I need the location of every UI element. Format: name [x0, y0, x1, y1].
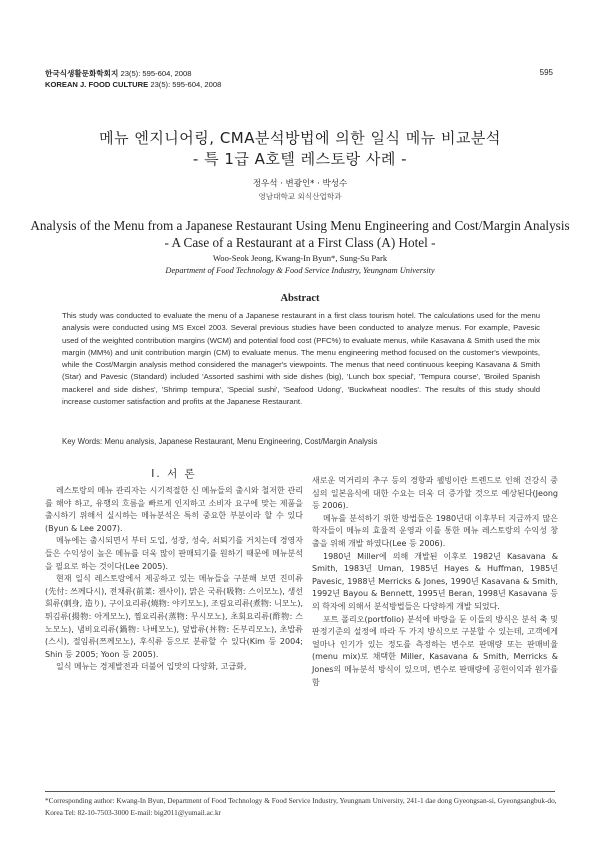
- corresponding-author-footnote: *Corresponding author: Kwang-In Byun, Department of Food Technology & Food Service Industry, Yeungnam University, 241-1 dae dong Gyeongsan-si, Gyeongsangbuk-do, Korea Tel: 82-10-7503-3000 E-mail: big2011@yumail.ac.kr: [45, 796, 557, 817]
- journal-issue-ko: 23(5): 595-604, 2008: [120, 69, 192, 78]
- paragraph: 새로운 먹거리의 추구 등의 경향과 웰빙이란 트렌드로 인해 건강식 중심의 일본음식에 대한 수요는 더욱 더 증가할 것으로 예상된다(Jeong 등 2006).: [312, 476, 558, 511]
- journal-header: [45, 68, 221, 90]
- korean-authors: 정우석 · 변광인* · 박성수: [252, 179, 348, 189]
- english-authors: Woo-Seok Jeong, Kwang-In Byun*, Sung-Su Park: [212, 253, 388, 263]
- abstract-text: This study was conducted to evaluate the menu of a Japanese restaurant in a first class tourism hotel. The calculations used for the menu analysis were conducted using MS Excel 2003. Several previous studies have been conducted to analyze menus. For example, Pavesic used of the weighted contribution margins (WCM) and potential food cost (PFC%) to evaluate menus, while Kasavana & Smith used the mix margin (MM%) and unit contribution margin (CM) to evaluate menus. The menu engineering method focused on the customer's viewpoints, while the Cost/Margin analysis method considered the manager's viewpoints. The menus that need continuous keeping Kasavana & Smith (Star) and Pavesic (Standard) included 'Assorted sashimi with side dishes (big), 'Lunch box special', 'Tempura course', 'Broiled Spanish mackerel and side dishes', 'Shrimp tempura', 'Special sushi', 'Seafood Udong', 'Buckwheat noodles'. The results of this study should increase customer satisfaction and profits at the Japanese Restaurant.: [62, 311, 540, 407]
- korean-affiliation: 영남대학교 외식산업학과: [258, 192, 342, 201]
- paragraph: 현재 일식 레스토랑에서 제공하고 있는 메뉴들을 구분해 보면 진미류(先付: 쓰께다시), 전채류(前菜: 젠사이), 맑은 국류(吸物: 스이모노), 생선회류(刺身, 造り), 구이요리류(燒物: 야키모노), 조림요리류(煮物: 니모노), 튀김류(揚物: 아게모노), 찜요리류(蒸物: 무시모노), 초회요리류(酢物: 스노모노), 냄비요리류(鍋物: 나베모노), 덮밥류(丼物: 돈부리모노), 초밥류(스시), 절임류(쯔께모노), 후식류 등으로 분류할 수 있다(Kim 등 2004; Shin 등 2005; Yoon 등 2005).: [45, 574, 303, 659]
- paragraph: 메뉴를 분석하기 위한 방법들은 1980년대 이후부터 지금까지 많은 학자들이 메뉴의 효율적 운영과 이를 통한 메뉴 레스토랑의 수익성 창출을 위해 개발 하였다(Lee 등 2006).: [312, 513, 558, 548]
- keywords: Key Words: Menu analysis, Japanese Restaurant, Menu Engineering, Cost/Margin Analysis: [62, 437, 378, 446]
- page-number: 595: [539, 68, 553, 77]
- section-heading-introduction: I. 서 론: [151, 468, 197, 480]
- korean-title-line1: 메뉴 엔지니어링, CMA분석방법에 의한 일식 메뉴 비교분석: [99, 129, 501, 147]
- english-title: [0, 217, 600, 251]
- journal-name-en: KOREAN J. FOOD CULTURE: [45, 80, 149, 89]
- left-column: [45, 485, 303, 674]
- footnote-divider: [45, 791, 555, 792]
- abstract-heading: Abstract: [280, 293, 320, 304]
- korean-title-line2: - 특 1급 A호텔 레스토랑 사례 -: [192, 150, 408, 168]
- paragraph: 포트 폴리오(portfolio) 분석에 바탕을 둔 이들의 방식은 분석 축 및 판정기준의 설정에 따라 두 가지 방식으로 구분할 수 있는데, 고객에게 얼마나 인기가 있는 정도를 측정하는 변수로 판매량 또는 판매비율(menu mix)로 채택한 Miller, Kasavana & Smith, Merricks & Jones의 메뉴분석 방식이 있으며, 변수로 판매량에 공헌이익과 원가를 함: [312, 614, 558, 687]
- journal-name-ko: 한국식생활문화학회지: [45, 69, 119, 78]
- paragraph: 1980년 Miller에 의해 개발된 이후로 1982년 Kasavana & Smith, 1983년 Uman, 1985년 Hayes & Huffman, 1985년 Pavesic, 1988년 Merricks & Jones, 1990년 Kasavana & Smith, 1992년 Bayou & Bennett, 1995년 Beran, 1998년 Kasavana 등의 학자에 의해서 분석방법들은 다양하게 개발 되었다.: [312, 551, 558, 611]
- right-column: [312, 475, 558, 689]
- korean-title: [0, 128, 600, 170]
- paragraph: 일식 메뉴는 경제발전과 더불어 입맛의 다양화, 고급화,: [56, 662, 247, 672]
- paragraph: 메뉴에는 출시되면서 부터 도입, 성장, 성숙, 쇠퇴기를 거치는데 경영자들은 수익성이 높은 메뉴를 더욱 많이 판매되기를 원하기 때문에 메뉴분석을 필요로 하는 것이다(Lee 2005).: [45, 536, 303, 571]
- english-title-line2: - A Case of a Restaurant at a First Class (A) Hotel -: [164, 235, 436, 250]
- english-affiliation: Department of Food Technology & Food Service Industry, Yeungnam University: [165, 266, 435, 275]
- paragraph: 레스토랑의 메뉴 관리자는 시기적절한 신 메뉴들의 출시와 철저한 관리를 해야 하고, 유행의 흐름을 빠르게 인지하고 소비자 요구에 맞는 제품을 출시하기 위해서 실시하는 메뉴분석은 특히 중요한 부분이라 할 수 있다(Byun & Lee 2007).: [45, 486, 303, 533]
- journal-issue-en: 23(5): 595-604, 2008: [150, 80, 222, 89]
- english-title-line1: Analysis of the Menu from a Japanese Restaurant Using Menu Engineering and Cost/Margin Analysis: [30, 218, 570, 233]
